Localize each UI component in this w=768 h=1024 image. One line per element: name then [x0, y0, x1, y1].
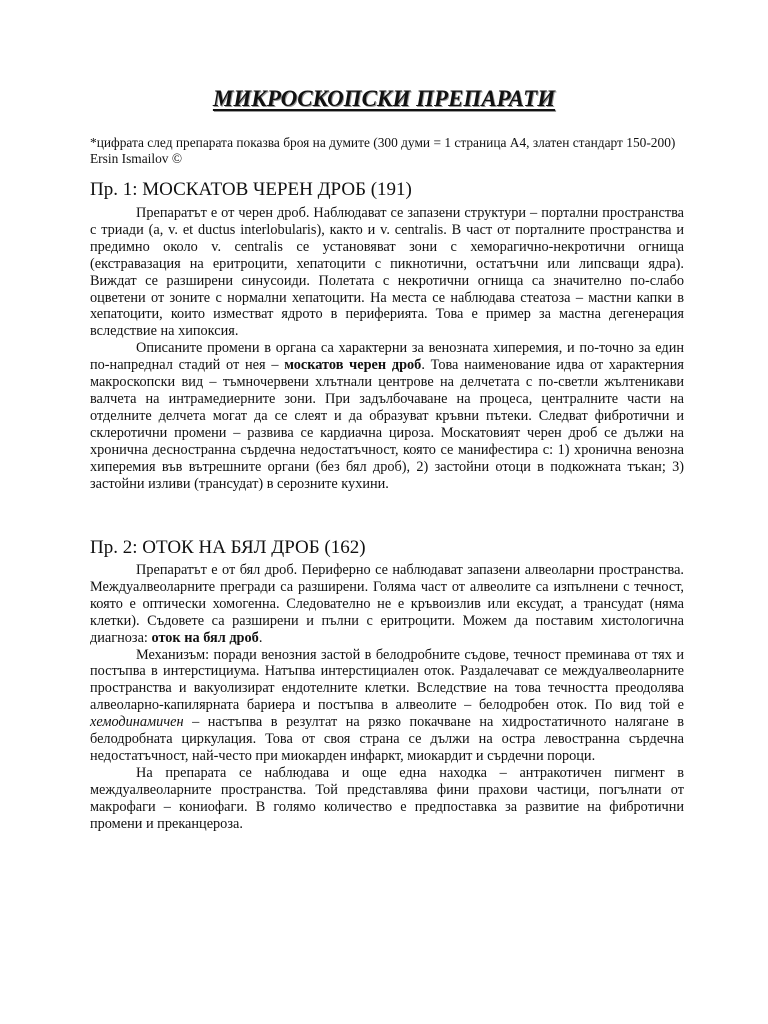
paragraph: Препаратът е от черен дроб. Наблюдават се запазени структури – портални пространства с триади (a, v. et ductus interlobularis), както и v. centralis. В част от порталните пространства и предимно около v. centralis се установяват зони с хеморагично-некротични огнища (екстравазация на еритроцити, хепатоцити с пикнотични, остатъчни или липсващи ядра). Виждат се разширени синусоиди. Полетата с некротични огнища са значително по-слабо оцветени от зоните с нормални хепатоцити. На места се наблюдава стеатоза – мастни капки в хепатоцити, които изместват ядрото в периферията. Това е пример за мастна дегенерация вследствие на хипоксия. — [90, 205, 684, 340]
word-count-note: *цифрата след препарата показва броя на думите (300 думи = 1 страница А4, златен стандарт 150-200) — [90, 135, 676, 150]
paragraph: Описаните промени в органа са характерни за венозната хиперемия, и по-точно за един по-напреднал стадий от нея – москатов черен дроб. Това наименование идва от характерния макроскопски вид – тъмночервени хлътнали центрове на делчетата с по-светли жълтеникави валчета на интрамедиерните зони. При задълбочаване на процеса, централните части на отделните делчета могат да се слеят и да образуват кръвни пътеки. Следват фибротични и склеротични промени – развива се кардиачна цироза. Москатовият черен дроб се дължи на хронична десностранна сърдечна недостатъчност, която се манифестира с: 1) хронична венозна хиперемия във вътрешните органи (без бял дроб), 2) застойни отоци в подкожната тъкан; 3) застойни изливи (трансудат) в серозните кухини. — [90, 340, 684, 492]
page-title: МИКРОСКОПСКИ ПРЕПАРАТИ — [212, 86, 556, 111]
diagnosis-term: москатов черен дроб — [284, 357, 422, 374]
diagnosis-term: оток на бял дроб — [151, 629, 259, 646]
section-heading-1: Пр. 1: МОСКАТОВ ЧЕРЕН ДРОБ (191) — [90, 179, 412, 200]
paragraph: На препарата се наблюдава и още една находка – антракотичен пигмент в междуалвеоларните пространства. Той представлява фини прахови частици, погълнати от макрофаги – кониофаги. В голямо количество е предпоставка за развитие на фибротични промени и преканцероза. — [90, 764, 684, 832]
section-body-1 — [90, 205, 684, 492]
author-credit: Ersin Ismailov © — [90, 151, 182, 166]
footnote — [90, 135, 690, 167]
paragraph: Механизъм: поради венозния застой в белодробните съдове, течност преминава от тях и постъпва в интерстициума. Натъпва интерстициален оток. Раздалечават се междуалвеоларните пространства и вакуолизират ендотелните клетки. Вследствие на това течността преодолява алвеоларно-капилярната бариера и постъпва в алвеолите – белодробен оток. По вид той е хемодинамичен – настъпва в резултат на рязко покачване на хидростатичното налягане в белодробната циркулация. Това от своя страна се дължи на остра левостранна сърдечна недостатъчност, най-често при миокарден инфаркт, миокардит и сърдечни пороци. — [90, 646, 684, 764]
emphasized-term: хемодинамичен — [90, 714, 184, 731]
paragraph: Препаратът е от бял дроб. Периферно се наблюдават запазени алвеоларни пространства. Междуалвеоларните прегради са разширени. Голяма част от алвеолите са изпълнени с течност, която е оптически хомогенна. Следователно не е кръвоизлив или ексудат, а трансудат (няма клетки). Съдовете са разширени и пълни с еритроцити. Можем да поставим хистологична диагноза: оток на бял дроб. — [90, 562, 684, 646]
section-body-2 — [90, 562, 684, 833]
section-heading-2: Пр. 2: ОТОК НА БЯЛ ДРОБ (162) — [90, 537, 366, 558]
